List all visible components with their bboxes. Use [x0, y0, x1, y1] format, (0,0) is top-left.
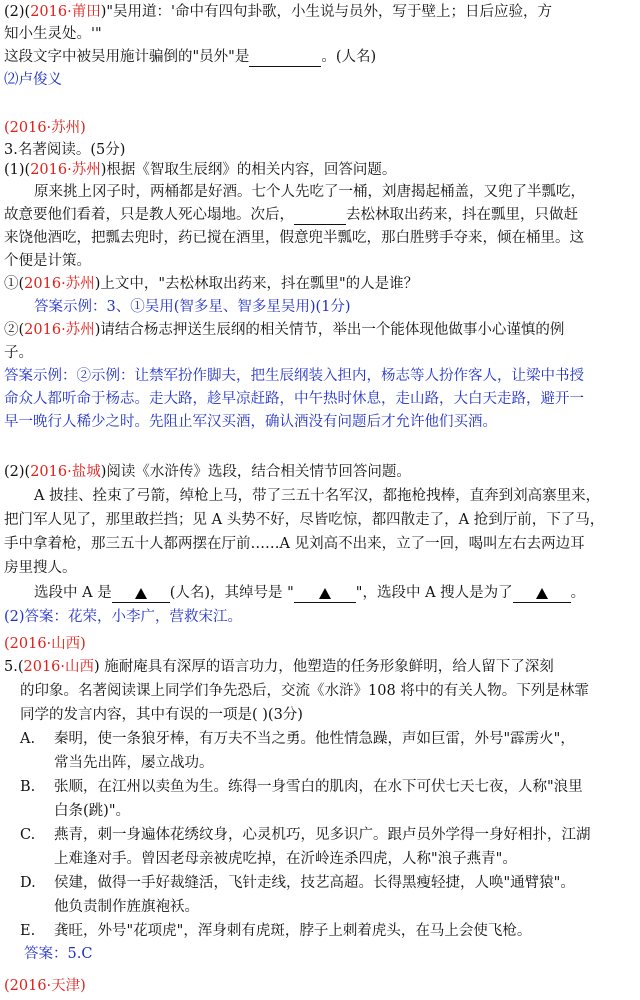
q5-option-d: [20, 873, 575, 893]
yancheng-para-line2: 把门军人见了，那里敢拦挡；见 A 头势不好，尽皆吃惊，都四散走了，A 抢到厅前，下了马，: [4, 512, 605, 528]
option-text: 侯建，做得一手好裁缝活，飞针走线，技艺高超。长得黑瘦轻捷，人唤"通臂猿"。: [54, 875, 575, 891]
q3-para-line4: 个便是计策。: [4, 253, 91, 269]
option-key: B.: [20, 779, 36, 795]
yancheng-text: )阅读《水浒传》选段，结合相关情节回答问题。: [100, 464, 411, 480]
q5-option-c-cont: 上难逢对手。曾因老母亲被虎吃掉，在沂岭连杀四虎，人称"浪子燕青"。: [54, 851, 517, 867]
q5-question-line3: 同学的发言内容，其中有误的一项是( )(3分): [20, 707, 303, 723]
q3-title: 3.名著阅读。(5分): [4, 142, 126, 158]
q3-sub1-tag: 2016·苏州: [30, 162, 101, 178]
q3-answer1: 答案示例：3、①吴用(智多星、智多星吴用)(1分): [34, 299, 351, 315]
answer-blank: [249, 49, 321, 67]
putian-prompt: 这段文字中被吴用施计骗倒的"员外"是: [4, 49, 250, 65]
q5-option-b-cont: 白条(跳)"。: [54, 803, 130, 819]
q3-question1: [4, 274, 418, 294]
putian-text: )"吴用道：'命中有四句卦歌，小生说与员外，写于壁上；日后应验，方: [100, 4, 553, 20]
q5-num: 5.(: [4, 659, 24, 675]
q5-option-d-cont: 他负责制作旌旗袍袄。: [54, 899, 199, 915]
q3-answer2-line3: 早一晚行人稀少之时。先阻止军汉买酒，确认酒没有问题后才允许他们买酒。: [4, 414, 497, 430]
q3-blank: [294, 207, 346, 225]
fill-c: "，选段中 A 搜人是为了: [355, 585, 513, 601]
section-header-tianjin: (2016·天津): [4, 978, 86, 994]
blank-nickname: [294, 585, 356, 603]
q3-sub1: [4, 160, 396, 180]
putian-question-line1: [4, 2, 552, 22]
putian-prefix: (2)(: [4, 4, 31, 20]
option-text: 龚旺，外号"花项虎"，浑身刺有虎斑，脖子上刺着虎头，在马上会使飞枪。: [54, 923, 532, 939]
q5-option-a: [20, 729, 575, 749]
yancheng-fill-line: [34, 583, 585, 603]
option-text: 燕青，刺一身遍体花绣纹身，心灵机巧，见多识广。跟卢员外学得一身好相扑，江湖: [54, 827, 591, 843]
section-header-suzhou: (2016·苏州): [4, 120, 86, 136]
fill-d: 。: [570, 585, 586, 601]
option-key: C.: [20, 827, 36, 843]
q3-q1-tag: 2016·苏州: [24, 276, 95, 292]
putian-question-line2: 知小生灵处。'": [4, 26, 102, 42]
q3-answer2-line1: 答案示例：②示例：让禁军扮作脚夫，把生辰纲装入担内，杨志等人扮作客人，让梁中书授: [4, 368, 584, 384]
q5-option-c: [20, 825, 591, 845]
triangle-marker-icon: [135, 588, 147, 599]
triangle-marker-icon: [319, 588, 331, 599]
q5-tag: 2016·山西: [23, 659, 95, 675]
q3-sub1-text: )根据《智取生辰纲》的相关内容，回答问题。: [100, 162, 397, 178]
section-header-shanxi: (2016·山西): [4, 636, 86, 652]
putian-tag: 2016·莆田: [30, 4, 101, 20]
fill-b: (人名)，其绰号是 ": [169, 585, 294, 601]
option-key: A.: [20, 731, 36, 747]
q3-question2-cont: 子。: [4, 345, 33, 361]
yancheng-tag: 2016·盐城: [30, 464, 101, 480]
q5-question-line1: [4, 657, 554, 677]
yancheng-question: [4, 462, 411, 482]
fill-a: 选段中 A 是: [34, 585, 112, 601]
q3-q2-text: )请结合杨志押送生辰纲的相关情节，举出一个能体现他做事小心谨慎的例: [94, 322, 565, 338]
option-key: E.: [20, 923, 36, 939]
q5-option-a-cont: 常当先出阵，屡立战功。: [54, 755, 214, 771]
yancheng-para-line4: 房里搜人。: [4, 560, 77, 576]
yancheng-prefix: (2)(: [4, 464, 31, 480]
q5-option-b: [20, 777, 583, 797]
q3-q2-tag: 2016·苏州: [24, 322, 95, 338]
option-text: 张顺，在江州以卖鱼为生。练得一身雪白的肌肉，在水下可伏七天七夜，人称"浪里: [54, 779, 583, 795]
triangle-marker-icon: [536, 588, 548, 599]
blank-purpose: [513, 585, 571, 603]
q5-answer: 答案：5.C: [24, 946, 93, 962]
blank-name: [112, 585, 170, 603]
q3-q1-num: ①(: [4, 276, 25, 292]
q3-answer2-line2: 命众人都听命于杨志。走大路，趁早凉赶路，中午热时休息，走山路，大白天走路，避开一: [4, 391, 584, 407]
option-key: D.: [20, 875, 36, 891]
putian-answer: ⑵卢俊义: [4, 72, 62, 88]
q3-para-line1: 原来挑上冈子时，两桶都是好酒。七个人先吃了一桶，刘唐揭起桶盖，又兜了半瓢吃，: [34, 184, 585, 200]
yancheng-answer: (2)答案：花荣，小李广，营救宋江。: [4, 609, 243, 625]
putian-suffix: 。(人名): [321, 49, 377, 65]
q3-para-line3: 来饶他酒吃，把瓢去兜时，药已搅在酒里，假意兜半瓢吃，那白胜劈手夺来，倾在桶里。这: [4, 230, 584, 246]
q3-para2a: 故意要他们看着，只是教人死心塌地。次后，: [4, 207, 294, 223]
q5-text: ) 施耐庵具有深厚的语言功力，他塑造的任务形象鲜明，给人留下了深刻: [94, 659, 554, 675]
q3-sub1-prefix: (1)(: [4, 162, 31, 178]
q5-option-e: [20, 921, 531, 941]
q3-para-line2: [4, 205, 578, 225]
q3-q2-num: ②(: [4, 322, 25, 338]
yancheng-para-line1: A 披挂、拴束了弓箭，绰枪上马，带了三五十名军汉，都拖枪拽棒，直奔到刘高寨里来，: [34, 488, 601, 504]
putian-question-line3: [4, 47, 376, 67]
q5-question-line2: 的印象。名著阅读课上同学们争先恐后，交流《水浒》108 将中的有关人物。下列是林霏: [20, 683, 589, 699]
q3-q1-text: )上文中，"去松林取出药来，抖在瓢里"的人是谁？: [94, 276, 419, 292]
q3-para2b: 去松林取出药来，抖在瓢里，只做赶: [346, 207, 578, 223]
q3-question2: [4, 320, 564, 340]
yancheng-para-line3: 手中拿着枪，那三五十人都两摆在厅前……A 见刘高不出来，立了一回，喝叫左右去两边耳: [4, 536, 585, 552]
option-text: 秦明，使一条狼牙棒，有万夫不当之勇。他性情急躁，声如巨雷，外号"霹雳火"，: [54, 731, 575, 747]
